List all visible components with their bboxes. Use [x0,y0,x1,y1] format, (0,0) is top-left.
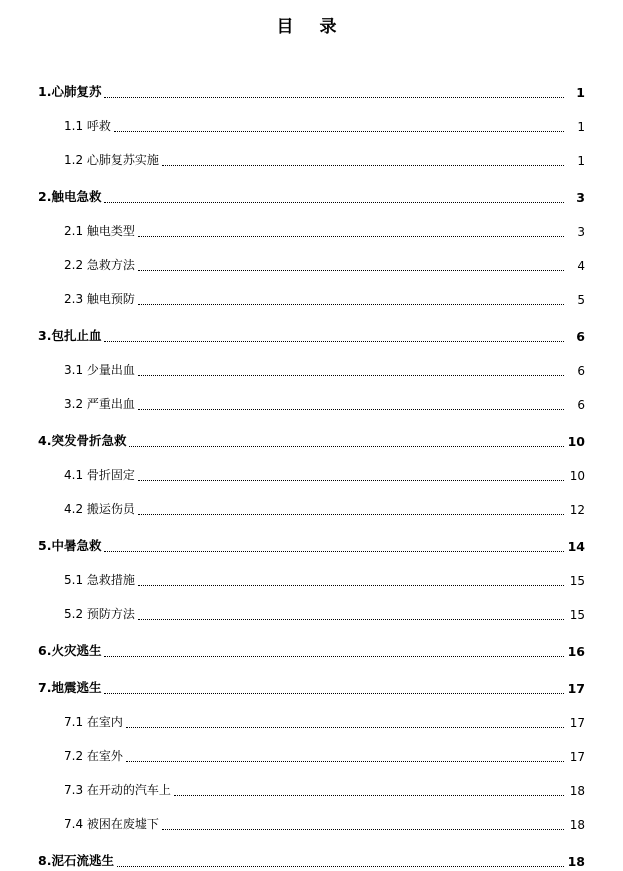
toc-entry-page-number: 6 [576,329,585,344]
toc-entry[interactable] [38,519,585,556]
toc-leader-dots [174,794,564,796]
toc-leader-dots [129,445,564,447]
toc-entry-label: 7.2 在室外 [64,749,123,763]
toc-entry-label: 4.2 搬运伤员 [64,502,135,516]
toc-entry[interactable] [38,207,585,241]
toc-entry[interactable] [38,414,585,451]
toc-entry[interactable] [38,732,585,766]
toc-leader-dots [138,269,564,271]
toc-leader-dots [117,865,564,867]
toc-leader-dots [162,164,564,166]
toc-leader-dots [138,513,564,515]
toc-entry-label: 7.地震逃生 [38,680,102,695]
toc-entry-label: 1.1 呼救 [64,119,111,133]
toc-entry[interactable] [38,346,585,380]
toc-entry-page-number: 1 [577,154,585,168]
toc-leader-dots [138,584,564,586]
toc-leader-dots [104,692,564,694]
toc-entry[interactable] [38,380,585,414]
toc-entry-page-number: 12 [569,503,585,517]
toc-entry[interactable] [38,241,585,275]
toc-entry-page-number: 18 [569,784,585,798]
toc-entry-page-number: 17 [569,716,585,730]
toc-leader-dots [138,479,564,481]
page-title: 目 录 [276,17,347,37]
toc-entry-label: 5.1 急救措施 [64,573,135,587]
toc-entry[interactable] [38,661,585,698]
toc-entry[interactable] [38,136,585,170]
toc-entry-page-number: 10 [567,434,585,449]
toc-entry-label: 2.触电急救 [38,189,102,204]
toc-entry-page-number: 17 [567,681,585,696]
toc-entry-page-number: 5 [577,293,585,307]
toc-entry-page-number: 3 [577,225,585,239]
toc-leader-dots [126,760,564,762]
toc-entry-label: 3.2 严重出血 [64,397,135,411]
toc-leader-dots [138,303,564,305]
toc-entry-page-number: 18 [569,818,585,832]
toc-entry-page-number: 1 [577,120,585,134]
toc-entry-label: 7.1 在室内 [64,715,123,729]
toc-entry-page-number: 15 [569,608,585,622]
toc-entry-page-number: 1 [576,85,585,100]
toc-entry[interactable] [38,170,585,207]
toc-entry[interactable] [38,766,585,800]
toc-entry-label: 4.1 骨折固定 [64,468,135,482]
toc-leader-dots [162,828,564,830]
toc-entry[interactable] [38,451,585,485]
toc-entry-label: 6.火灾逃生 [38,643,102,658]
toc-entry[interactable] [38,556,585,590]
toc-entry-page-number: 15 [569,574,585,588]
toc-entry-label: 3.包扎止血 [38,328,102,343]
toc-leader-dots [104,96,564,98]
toc-entry[interactable] [38,309,585,346]
toc-entry-label: 2.2 急救方法 [64,258,135,272]
toc-entry-page-number: 16 [567,644,585,659]
toc-entry[interactable] [38,698,585,732]
toc-entry-page-number: 10 [569,469,585,483]
toc-entry-label: 1.2 心肺复苏实施 [64,153,159,167]
toc-leader-dots [138,374,564,376]
toc-leader-dots [104,550,564,552]
toc-entry-label: 7.4 被困在废墟下 [64,817,159,831]
toc-leader-dots [138,235,564,237]
toc-entry-label: 5.2 预防方法 [64,607,135,621]
toc-entry[interactable] [38,485,585,519]
toc-entry-label: 1.心肺复苏 [38,84,102,99]
toc-leader-dots [114,130,564,132]
toc-entry-label: 5.中暑急救 [38,538,102,553]
toc-entry[interactable] [38,590,585,624]
toc-leader-dots [138,408,564,410]
toc-entry[interactable] [38,624,585,661]
toc-entry-label: 4.突发骨折急救 [38,433,127,448]
toc-entry-label: 7.3 在开动的汽车上 [64,783,171,797]
toc-entry-label: 8.泥石流逃生 [38,853,114,868]
toc-entry-label: 3.1 少量出血 [64,363,135,377]
toc-entry[interactable] [38,65,585,102]
toc-entry[interactable] [38,800,585,834]
toc-entry-page-number: 3 [576,190,585,205]
toc-entry[interactable] [38,102,585,136]
toc-entry-label: 2.1 触电类型 [64,224,135,238]
toc-entry-page-number: 6 [577,398,585,412]
toc-leader-dots [126,726,564,728]
toc-leader-dots [104,655,564,657]
toc-entry-page-number: 17 [569,750,585,764]
toc-entry-label: 2.3 触电预防 [64,292,135,306]
toc-leader-dots [138,618,564,620]
toc-entry[interactable] [38,275,585,309]
toc-entry-page-number: 6 [577,364,585,378]
toc-leader-dots [104,201,564,203]
table-of-contents [38,65,585,871]
toc-entry-page-number: 14 [567,539,585,554]
toc-entry[interactable] [38,834,585,871]
toc-leader-dots [104,340,564,342]
toc-entry-page-number: 4 [577,259,585,273]
toc-entry-page-number: 18 [567,854,585,869]
